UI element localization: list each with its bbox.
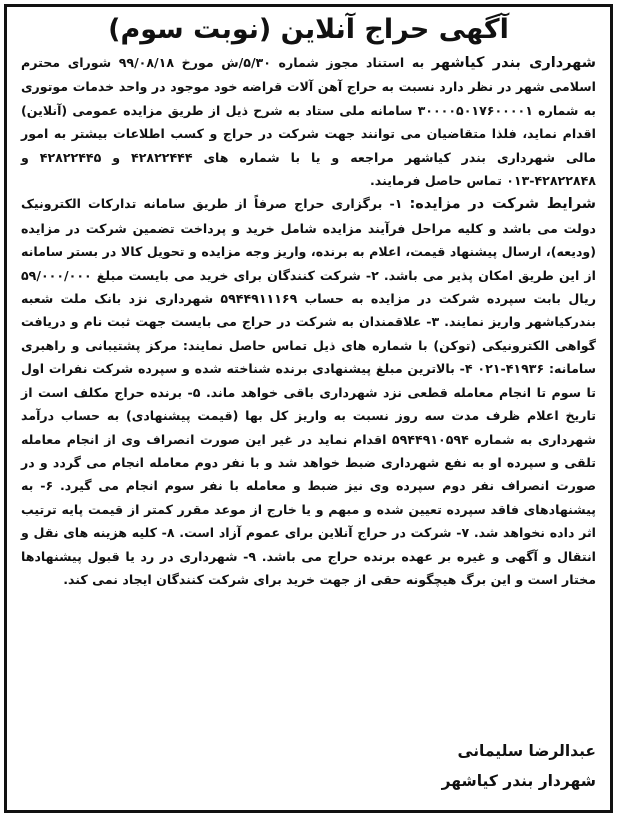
notice-body bbox=[21, 11, 596, 804]
notice-frame bbox=[4, 4, 613, 813]
signatory-name: عبدالرضا سلیمانی bbox=[457, 742, 596, 760]
issuer-name: شهرداری بندر کیاشهر bbox=[431, 55, 596, 71]
intro-text: به استناد مجوز شماره ۵/۳۰/ش مورخ ۹۹/۰۸/۱۸ شورای محترم اسلامی شهر در نظر دارد نسبت به حراج آهن آلات قراضه خود موجود در واحد خدمات موتوری به شماره ۳۰۰۰۰۵۰۱۷۶۰۰۰۰۱ سامانه ملی ستاد به شرح ذیل از طریق مزایده عمومی (آنلاین) اقدام نماید، فلذا متقاضیان می توانند جهت شرکت در حراج و کسب اطلاعات بیشتر به امور مالی شهرداری بندر کیاشهر مراجعه و یا با شماره های ۴۲۸۲۲۴۴۴ و ۴۲۸۲۲۴۴۵ و ۴۲۸۲۲۸۴۸-۰۱۳ تماس حاصل فرمایند. bbox=[21, 55, 596, 189]
conditions-paragraph bbox=[21, 192, 596, 591]
notice-title: آگهی حراج آنلاین (نوبت سوم) bbox=[108, 14, 509, 45]
signatory-position: شهردار بندر کیاشهر bbox=[441, 772, 596, 790]
intro-paragraph bbox=[21, 51, 596, 192]
conditions-heading: شرایط شرکت در مزایده: bbox=[409, 196, 597, 213]
signature-block bbox=[442, 736, 596, 796]
conditions-text: ۱- برگزاری حراج صرفاً از طریق سامانه تدارکات الکترونیک دولت می باشد و کلیه مراحل فرآیند مزایده شامل خرید و پرداخت تضمین شرکت در مزایده (ودیعه)، ارسال پیشنهاد قیمت، اعلام به برنده، واریز وجه مزایده و تحویل کالا در بستر سامانه از این طریق امکان پذیر می باشد. ۲- شرکت کنندگان برای خرید می بایست مبلغ ۵۹/۰۰۰/۰۰۰ ریال بابت سپرده شرکت در مزایده به حساب ۵۹۴۴۹۱۱۱۶۹ شهرداری نزد بانک ملت شعبه بندرکیاشهر واریز نمایند. ۳- علاقمندان به شرکت در حراج می بایست جهت ثبت نام و دریافت گواهی الکترونیکی (توکن) با شماره های ذیل تماس حاصل نمایند: مرکز پشتیبانی و راهبری سامانه: ۴۱۹۳۶-۰۲۱ ۴- بالاترین مبلغ پیشنهادی برنده شناخته شده و سپرده شرکت نفرات اول تا سوم تا انجام معامله قطعی نزد شهرداری باقی خواهد ماند. ۵- برنده حراج مکلف است از تاریخ اعلام ظرف مدت سه روز نسبت به واریز کل بها (قیمت پیشنهادی) به حساب درآمد شهرداری به شماره ۵۹۴۴۹۱۰۵۹۴ اقدام نماید در غیر این صورت انصراف وی از انجام معامله تلقی و سپرده او به نفع شهرداری ضبط خواهد شد و با نفر دوم معامله انجام می گردد و در صورت انصراف نفر دوم سپرده وی نیز ضبط و معامله با نفر سوم انجام می گیرد. ۶- به پیشنهادهای فاقد سپرده تعیین شده و مبهم و یا خارج از موعد مقرر کمتر از قیمت پایه ترتیب اثر داده نخواهد شد. ۷- شرکت در حراج آنلاین برای عموم آزاد است. ۸- کلیه هزینه های نقل و انتقال و آگهی و غیره بر عهده برنده حراج می باشد. ۹- شهرداری در رد یا قبول پیشنهادها مختار است و این برگ هیچگونه حقی از جهت خرید برای شرکت کنندگان ایجاد نمی کند. bbox=[21, 196, 597, 587]
